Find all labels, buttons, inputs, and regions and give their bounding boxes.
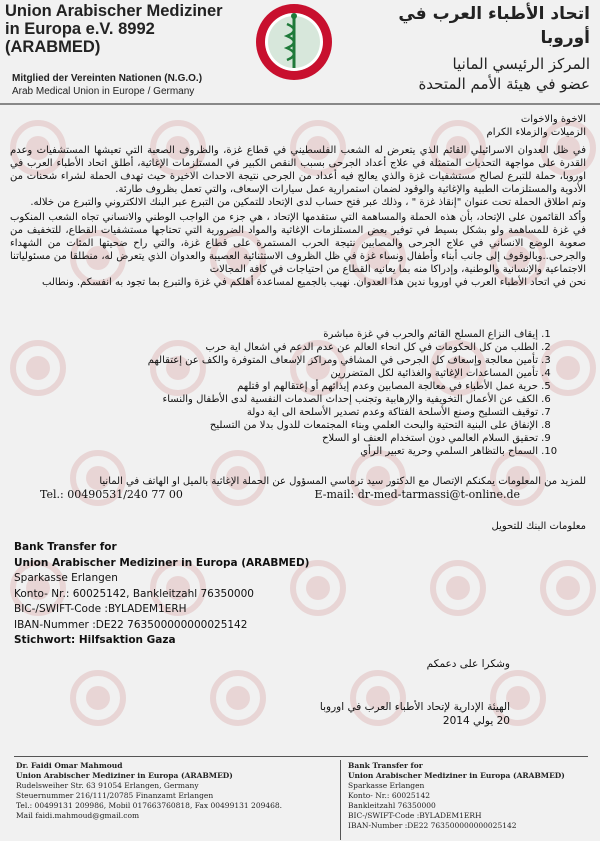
bank-account: Konto- Nr.: 60025142, Bankleitzahl 76350000 (14, 587, 254, 600)
demand-item: 4. تأمين المساعدات الإغاثية والغذائية لكل المتضررين (78, 367, 538, 380)
footer-bank-title: Bank Transfer for (348, 761, 423, 770)
footer-address (16, 761, 282, 821)
header-german-line-3: (ARABMED) (5, 38, 101, 56)
header-arabic-line-2: المركز الرئيسي المانيا (452, 55, 590, 73)
header-german-line-2: in Europa e.V. 8992 (5, 20, 155, 38)
footer-bank-union: Union Arabischer Mediziner in Europa (ARABMED) (348, 771, 565, 780)
footer-union-name: Union Arabischer Mediziner in Europa (ARABMED) (16, 771, 233, 780)
footer-person-name: Dr. Faidi Omar Mahmoud (16, 761, 123, 770)
union-english-name: Arab Medical Union in Europe / Germany (12, 86, 195, 97)
footer-mail[interactable]: Mail faidi.mahmoud@gmail.com (16, 811, 140, 820)
footer-column-divider (340, 760, 341, 840)
demand-item: 3. تأمين معالجة وإسعاف كل الجرحى في المشافي ومراكز الإسعاف المتوفرة والكف عن إعتقالهم (78, 354, 538, 367)
header-german (5, 2, 230, 56)
bank-name: Sparkasse Erlangen (14, 572, 118, 584)
footer-bank-account: Konto- Nr.: 60025142 (348, 791, 430, 800)
signature-org: الهيئة الإدارية لإتحاد الأطباء العرب في اوروبا (319, 701, 510, 713)
footer-bank-code: Bankleitzahl 76350000 (348, 801, 436, 810)
footer-bank-bic: BIC-/SWIFT-Code :BYLADEM1ERH (348, 811, 482, 820)
demand-item: 5. حرية عمل الأطباء في معالجة المصابين وعدم إيذائهم أو إعتقالهم او قتلهم (78, 380, 538, 393)
footer-bank-iban: IBAN-Number :DE22 763500000000025142 (348, 821, 517, 830)
watermark-logo (540, 560, 596, 620)
contact-email[interactable]: E-mail: dr-med-tarmassi@t-online.de (314, 488, 520, 501)
demand-item: 9. تحقيق السلام العالمي دون استخدام العنف او السلاح (78, 432, 538, 445)
header-divider (0, 103, 600, 105)
header-arabic (350, 2, 590, 94)
paragraph-2: وتم اطلاق الحملة تحت عنوان "إنقاذ غزة " ، وذلك عبر فتح حساب لدى الإتحاد للتمكين من التبرع عبر البنك الالكتروني والتبرع من خلاله. (30, 197, 586, 208)
demand-item: 8. الإنفاق على البنية التحتية والبحث العلمي وبناء المجتمعات للدول بدلا من التسليح (78, 419, 538, 432)
footer-bank-name: Sparkasse Erlangen (348, 781, 425, 790)
demand-item: 2. الطلب من كل الحكومات في كل انحاء العالم عن عدم الدعم في اشعال اية حرب (78, 341, 538, 354)
signature-date: 20 يولي 2014 (442, 715, 510, 727)
contact-phone: Tel.: 00490531/240 77 00 (40, 488, 183, 501)
footer-phone-fax: Tel.: 00499131 209986, Mobil 017663760818, Fax 00499131 209468. (16, 801, 283, 810)
paragraph-4: نحن في اتحاد الأطباء العرب في اوروبا ندين هذا العدوان. نهيب بالجميع لمساعدة أهلكم في غزة والتبرع بما تجود به انفسكم. ونطالب (42, 277, 586, 288)
footer-tax-number: Steuernummer 216/111/20785 Finanzamt Erlangen (16, 791, 214, 800)
bank-transfer-block (14, 540, 309, 649)
header-arabic-line-3: عضو في هيئة الأمم المتحدة (418, 75, 590, 93)
bank-transfer-title: Bank Transfer for (14, 541, 117, 553)
bank-bic: BIC-/SWIFT-Code :BYLADEM1ERH (14, 603, 187, 615)
bank-iban: IBAN-Nummer :DE22 763500000000025142 (14, 618, 248, 631)
paragraph-1: في ظل العدوان الاسرائيلي القائم الذي يتعرض له الشعب الفلسطيني في قطاع غزة، والظروف الصعبة التي تعيشها المستشفيات وعدم القدرة على مواجهة التحديات المتمثلة في علاج أعداد الجرحى بسبب النقص الكبير في المستلزمات الإغاثية، أطلق اتحاد الأطباء العرب في اوروبا، حملة للتبرع لصالح مستشفيات غزة والذي يعالج فيه أعداد من الجرحى نتيجة الاحداث الاخيرة حيث تهدف الحملة لشراء شحنات من الأدوية والمستلزمات الطبية والإغاثية والوقود لضمان استمرارية عمل سيارات الإسعاف، والتي تعمل بظروف طارئة. (10, 145, 586, 195)
paragraph-3: وأكد القائمون على الإتحاد، بأن هذه الحملة والمساهمة التي ستقدمها الإتحاد ، هي جزء من الواجب الوطني والانساني تجاه الشعب المنكوب في غزة للمساهمة ولو بشكل بسيط في توفير بعض المستلزمات الإغاثية والمواد الضرورية التي تحتاجها مستشفيات القطاع، للتخفيف من صعوبة الوضع الانساني في علاج الجرحى والمصابين نتيجة الحرب المستمرة على قطاع غزة، والتي راح ضحيتها المئات من الشهداء والجرحى..وبالوقوف إلى جانب أبناء وأطفال ونساء غزة في ظل الظروف الاستثنائية العصيبة والعدوان الذي يتعرض له، منطلقا من مسئولياتنا الاجتماعية والإنسانية والوطنية، وإدراكا منه بما يعانيه القطاع من احتياجات في كافة المجالات (10, 212, 586, 275)
bank-union-name: Union Arabischer Mediziner in Europa (ARABMED) (14, 556, 310, 569)
un-membership: Mitglied der Vereinten Nationen (N.G.O.) (12, 73, 203, 84)
header-german-line-1: Union Arabischer Mediziner (5, 2, 223, 20)
greeting-line-2: الزميلات والزملاء الكرام (486, 127, 586, 138)
demand-item: 7. توقيف التسليح وصنع الأسلحة الفتاكة وعدم تصدير الأسلحة الى اية دولة (78, 406, 538, 419)
demand-item: 10. السماح بالتظاهر السلمي وحرية تعبير الرأي (78, 445, 538, 458)
watermark-logo (10, 340, 66, 400)
bank-info-heading-ar: معلومات البنك للتحويل (491, 521, 586, 532)
signature-block (110, 700, 510, 728)
thanks-line: وشكرا على دعمكم (426, 658, 510, 670)
footer-street: Rudelsweiher Str. 63 91054 Erlangen, Germany (16, 781, 199, 790)
demands-list (78, 328, 560, 458)
letter-greeting (10, 113, 586, 139)
demand-item: 1. إيقاف النزاع المسلح القائم والحرب في غزة مباشرة (78, 328, 538, 341)
contact-line (40, 488, 520, 501)
letter-body (10, 144, 586, 289)
footer-bank (348, 761, 565, 831)
demand-item: 6. الكف عن الأعمال التخويفية والإرهابية وتجنب إحداث الصدمات النفسية لدى الأطفال والنساء (78, 393, 538, 406)
footer-divider (14, 756, 588, 757)
more-info: للمزيد من المعلومات يمكنكم الإتصال مع الدكتور سيد ترماسي المسؤول عن الحملة الإغاثية بالميل او الهاتف في المانيا (99, 476, 586, 487)
arabmed-logo (254, 2, 334, 82)
greeting-line-1: الاخوة والاخوات (520, 114, 586, 125)
header-arabic-title: اتحاد الأطباء العرب في أوروبا (398, 4, 590, 48)
header-subtitle (12, 72, 202, 98)
bank-keyword: Stichwort: Hilfsaktion Gaza (14, 634, 176, 646)
watermark-logo (430, 560, 486, 620)
